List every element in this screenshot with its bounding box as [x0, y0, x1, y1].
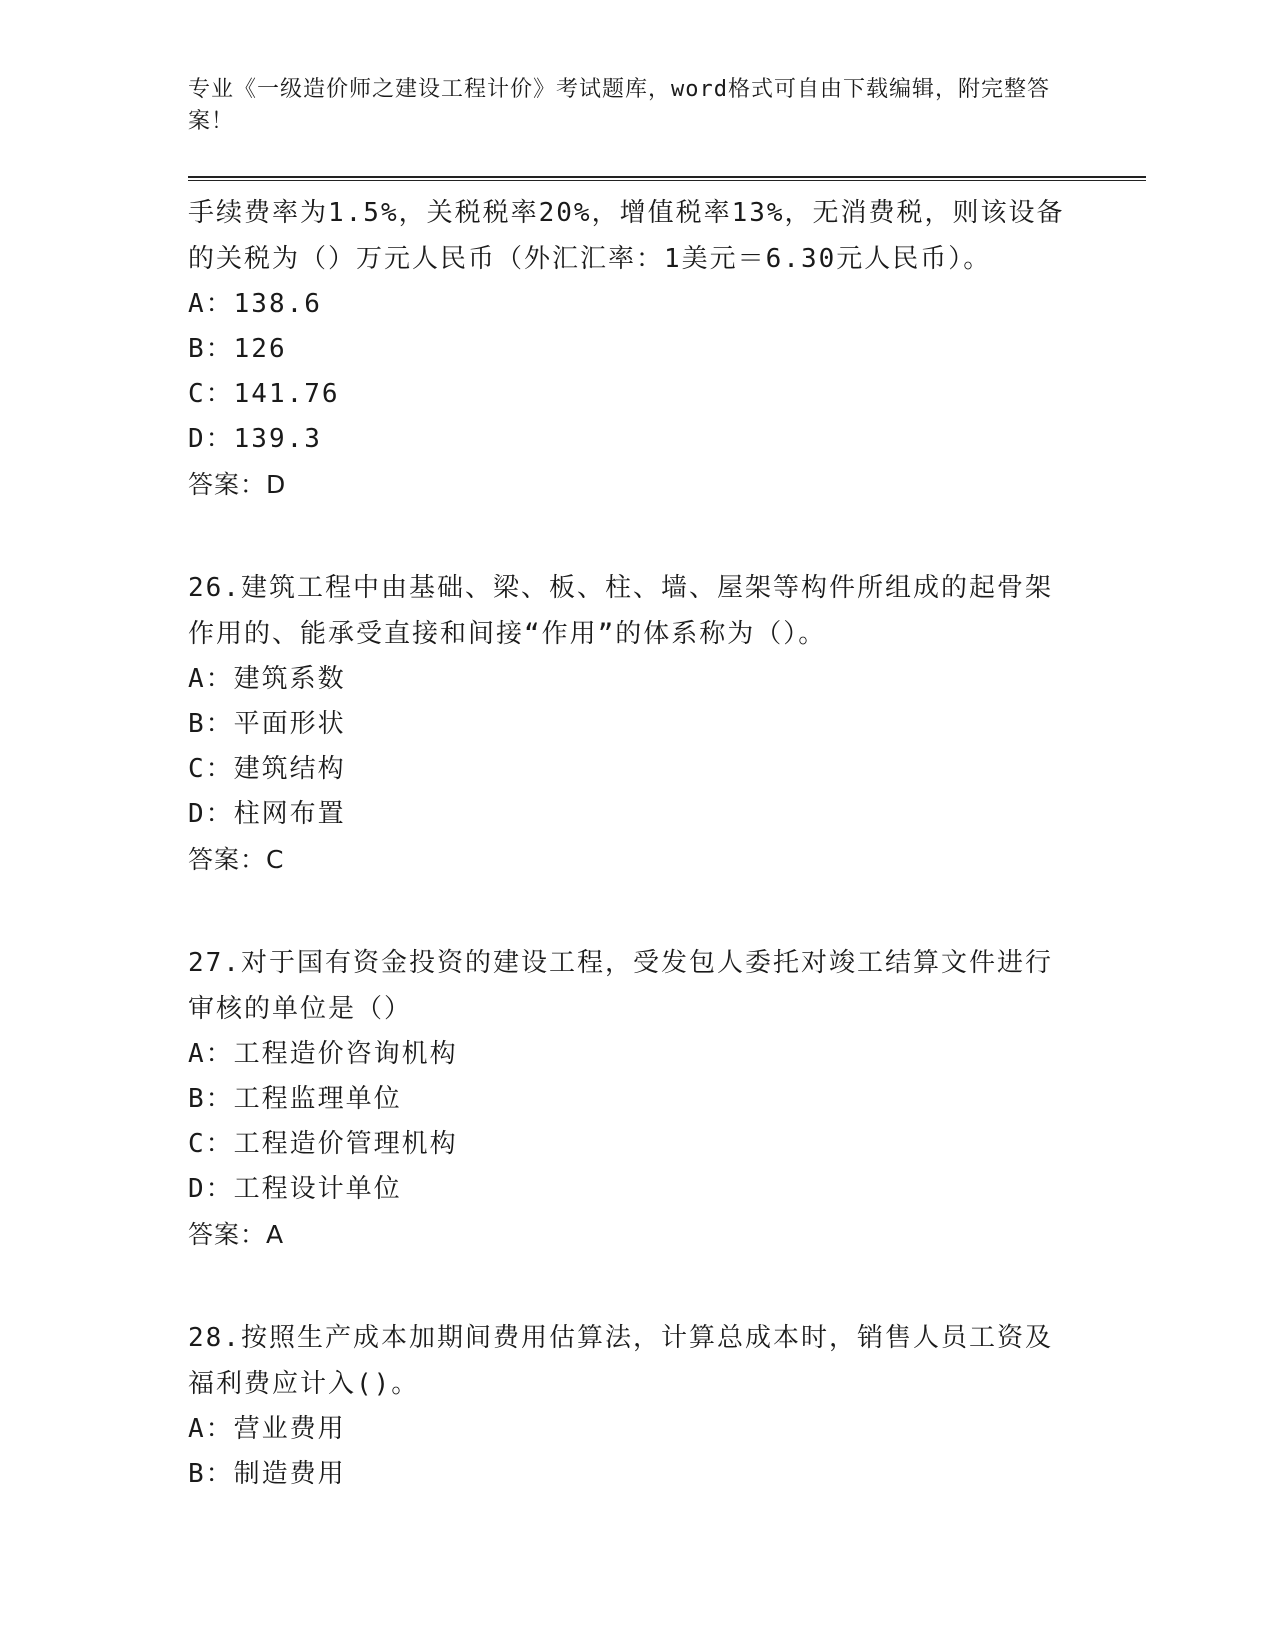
question-stem: 手续费率为1.5%，关税税率20%，增值税率13%，无消费税，则该设备的关税为（）万元人民币（外汇汇率：1美元＝6.30元人民币）。 [188, 198, 1065, 274]
question-26 [188, 565, 1068, 882]
option-a: A：营业费用 [188, 1414, 346, 1444]
question-stem: 27.对于国有资金投资的建设工程，受发包人委托对竣工结算文件进行审核的单位是（） [188, 948, 1053, 1024]
option-c: C：工程造价管理机构 [188, 1129, 458, 1159]
answer: 答案：D [188, 470, 287, 499]
spacer [188, 882, 1068, 940]
option-c: C：141.76 [188, 379, 340, 409]
option-b: B：工程监理单位 [188, 1084, 402, 1114]
document-header: 专业《一级造价师之建设工程计价》考试题库，word格式可自由下载编辑，附完整答案！ [188, 77, 1050, 134]
question-list [188, 190, 1068, 1497]
answer: 答案：A [188, 1220, 285, 1249]
header-divider [188, 176, 1146, 181]
option-a: A：工程造价咨询机构 [188, 1039, 458, 1069]
option-d: D：柱网布置 [188, 799, 346, 829]
option-b: B：制造费用 [188, 1459, 346, 1489]
option-a: A：建筑系数 [188, 664, 346, 694]
option-b: B：126 [188, 334, 287, 364]
spacer [188, 1257, 1068, 1315]
answer: 答案：C [188, 845, 285, 874]
option-d: D：工程设计单位 [188, 1174, 402, 1204]
option-d: D：139.3 [188, 424, 322, 454]
spacer [188, 507, 1068, 565]
option-a: A：138.6 [188, 289, 322, 319]
option-c: C：建筑结构 [188, 754, 346, 784]
question-stem: 28.按照生产成本加期间费用估算法，计算总成本时，销售人员工资及福利费应计入()。 [188, 1323, 1053, 1399]
question-27 [188, 940, 1068, 1257]
question-25 [188, 190, 1068, 507]
question-28 [188, 1315, 1068, 1497]
question-stem: 26.建筑工程中由基础、梁、板、柱、墙、屋架等构件所组成的起骨架作用的、能承受直接和间接“作用”的体系称为（）。 [188, 573, 1053, 649]
option-b: B：平面形状 [188, 709, 346, 739]
